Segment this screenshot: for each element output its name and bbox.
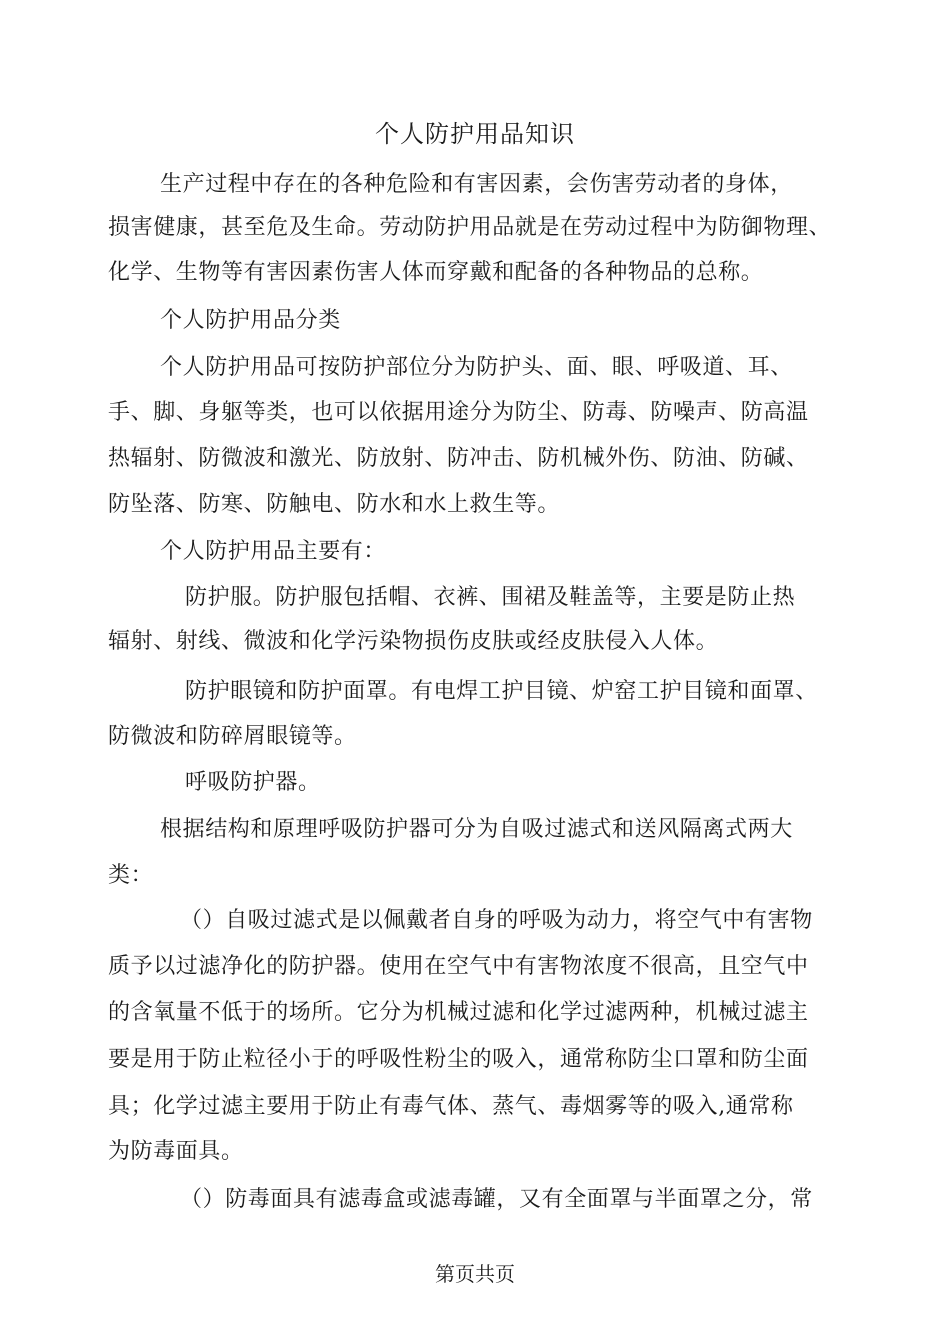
page-title: 个人防护用品知识 — [375, 120, 575, 148]
section-heading: 个人防护用品分类 — [160, 308, 341, 333]
paragraph-line: 呼吸防护器。 — [185, 770, 321, 795]
paragraph-line: 的含氧量不低于的场所。它分为机械过滤和化学过滤两种，机械过滤主 — [108, 1000, 809, 1025]
paragraph-line: 化学、生物等有害因素伤害人体而穿戴和配备的各种物品的总称。 — [108, 260, 764, 285]
paragraph-line: 防坠落、防寒、防触电、防水和水上救生等。 — [108, 492, 561, 517]
paragraph-line: 质予以过滤净化的防护器。使用在空气中有害物浓度不很高，且空气中 — [108, 954, 809, 979]
paragraph-line: 要是用于防止粒径小于的呼吸性粉尘的吸入，通常称防尘口罩和防尘面 — [108, 1047, 809, 1072]
paragraph-line: 损害健康，甚至危及生命。劳动防护用品就是在劳动过程中为防御物理、 — [108, 215, 832, 240]
paragraph-line: 手、脚、身躯等类，也可以依据用途分为防尘、防毒、防噪声、防高温 — [108, 400, 809, 425]
paragraph-line: 个人防护用品可按防护部位分为防护头、面、眼、呼吸道、耳、 — [160, 355, 793, 380]
paragraph-line: 辐射、射线、微波和化学污染物损伤皮肤或经皮肤侵入人体。 — [108, 629, 719, 654]
paragraph-line: 生产过程中存在的各种危险和有害因素，会伤害劳动者的身体， — [160, 172, 793, 197]
section-heading: 个人防护用品主要有： — [160, 539, 387, 564]
page-footer: 第页共页 — [435, 1262, 515, 1286]
paragraph-line: 具；化学过滤主要用于防止有毒气体、蒸气、毒烟雾等的吸入,通常称 — [108, 1094, 794, 1119]
paragraph-line: 类： — [108, 863, 154, 888]
paragraph-line: 防护眼镜和防护面罩。有电焊工护目镜、炉窑工护目镜和面罩、 — [185, 679, 818, 704]
paragraph-line: 为防毒面具。 — [108, 1139, 244, 1164]
paragraph-line: （）防毒面具有滤毒盒或滤毒罐，又有全面罩与半面罩之分，常 — [180, 1187, 813, 1212]
paragraph-line: （）自吸过滤式是以佩戴者自身的呼吸为动力，将空气中有害物 — [180, 908, 813, 933]
paragraph-line: 防微波和防碎屑眼镜等。 — [108, 724, 357, 749]
paragraph-line: 热辐射、防微波和激光、防放射、防冲击、防机械外伤、防油、防碱、 — [108, 446, 809, 471]
paragraph-line: 防护服。防护服包括帽、衣裤、围裙及鞋盖等，主要是防止热 — [185, 585, 796, 610]
paragraph-line: 根据结构和原理呼吸防护器可分为自吸过滤式和送风隔离式两大 — [160, 817, 793, 842]
